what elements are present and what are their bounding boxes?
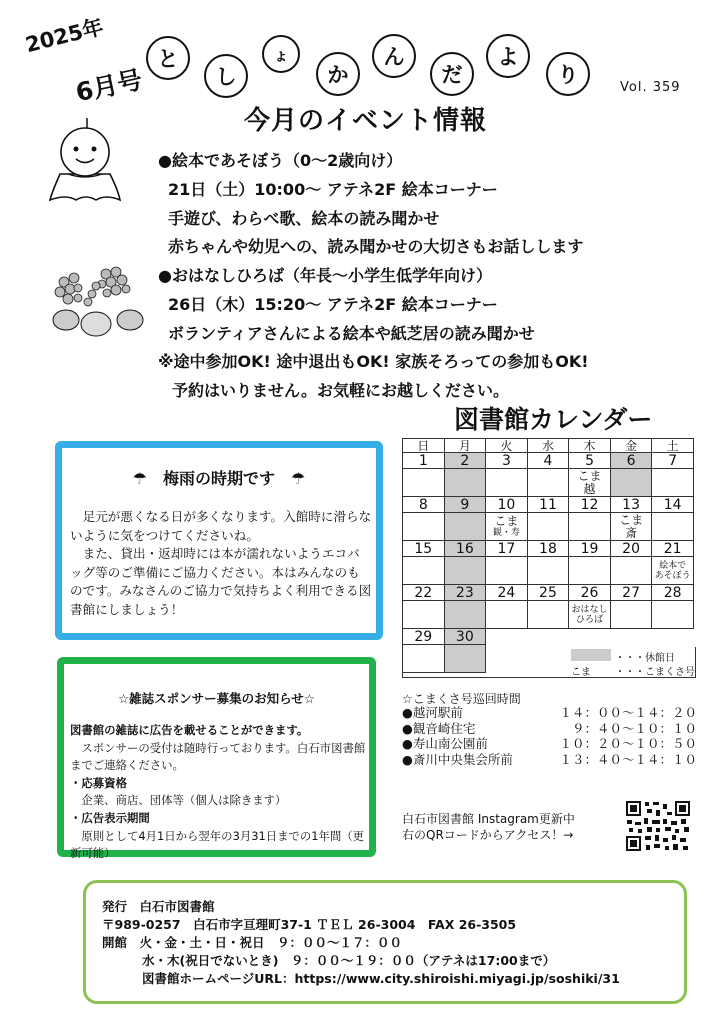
calendar-note-cell (569, 557, 611, 585)
sponsor-qualification-heading: ・応募資格 (70, 775, 127, 790)
calendar-event-note: こま (619, 512, 644, 527)
events-title: 今月のイベント情報 (244, 106, 488, 136)
title-char: よ (486, 34, 530, 78)
calendar-note-cell (403, 469, 445, 497)
route-stop-name: ●観音崎住宅 (402, 720, 476, 736)
weekday-header: 金 (610, 439, 652, 453)
title-char: と (146, 36, 190, 80)
calendar-day: 24 (486, 585, 528, 601)
event-line: ●おはなしひろば（年長～小学生低学年向け） (158, 266, 492, 285)
opening-hours-weekday: 水・木(祝日でないとき) ９：００～１９：００（アテネは17:00まで） (142, 953, 556, 968)
title-char: り (546, 52, 590, 96)
title-char: し (204, 54, 248, 98)
calendar-note-cell (486, 513, 528, 541)
event-line: 手遊び、わらべ歌、絵本の読み聞かせ (168, 209, 440, 228)
calendar-note-cell (403, 601, 445, 629)
weekday-header: 火 (486, 439, 528, 453)
instagram-line-2: 右のQRコードからアクセス！→ (402, 828, 574, 842)
sponsor-notice (57, 657, 376, 861)
calendar-note-cell (652, 469, 694, 497)
instagram-notice (402, 811, 575, 843)
sponsor-period-body: 原則として4月1日から翌年の3月31日までの1年間（更新可能） (70, 828, 365, 861)
calendar-day: 15 (403, 541, 445, 557)
calendar-note-cell (444, 469, 486, 497)
route-title: ☆こまくさ号巡回時間 (402, 692, 521, 706)
calendar-note-cell (610, 601, 652, 629)
route-stop-time: １３：４０～１４：１０ (559, 751, 697, 767)
qr-code-icon[interactable] (625, 800, 691, 852)
calendar-day: 1 (403, 453, 445, 469)
event-line: ボランティアさんによる絵本や紙芝居の読み聞かせ (168, 324, 535, 343)
opening-hours: 開館 火・金・土・日・祝日 ９：００～１７：００ (102, 935, 403, 950)
closed-day-swatch (571, 649, 611, 661)
route-stop-name: ●斎川中央集会所前 (402, 751, 513, 767)
library-calendar (402, 438, 694, 673)
rainy-notice-title: ☂ 梅雨の時期です ☂ (132, 469, 306, 488)
route-stop-time: ９：４０～１０：１０ (571, 720, 697, 736)
weekday-header: 木 (569, 439, 611, 453)
route-stop-time: １０：２０～１０：５０ (559, 736, 697, 751)
sponsor-lead: 図書館の雑誌に広告を載せることができます。 (70, 723, 309, 737)
calendar-day: 25 (527, 585, 569, 601)
calendar-note-cell (527, 601, 569, 629)
calendar-event-note: こま (577, 468, 602, 483)
weekday-header: 水 (527, 439, 569, 453)
calendar-note-cell (527, 469, 569, 497)
calendar-note-cell (610, 513, 652, 541)
calendar-day: 12 (569, 497, 611, 513)
calendar-note-cell (652, 557, 694, 585)
calendar-note-cell (610, 557, 652, 585)
title-char: ん (372, 34, 416, 78)
calendar-note-cell (486, 557, 528, 585)
calendar-note-cell (527, 513, 569, 541)
title-char: ょ (262, 35, 300, 73)
event-line: 予約はいりません。お気軽にお越しください。 (172, 381, 509, 400)
calendar-event-note: あそぼう (654, 570, 691, 581)
calendar-day: 29 (403, 629, 445, 645)
sponsor-qualification-body: 企業、商店、団体等（個人は除きます） (70, 793, 287, 808)
calendar-note-cell (444, 601, 486, 629)
sponsor-title: ☆雑誌スポンサー募集のお知らせ☆ (117, 691, 316, 706)
issue-month: 6月号 (73, 64, 146, 108)
title-char: か (316, 52, 360, 96)
legend-koma-label: ・・・こまくさ号 (615, 667, 695, 678)
calendar-day: 27 (610, 585, 652, 601)
calendar-note-cell (652, 513, 694, 541)
calendar-day: 17 (486, 541, 528, 557)
calendar-title: 図書館カレンダー (454, 405, 653, 434)
event-line: ※途中参加OK! 途中退出もOK! 家族そろっての参加もOK! (158, 352, 589, 371)
year-label: 2025年 (22, 14, 106, 58)
calendar-day: 22 (403, 585, 445, 601)
event-line: ●絵本であそぼう（0～2歳向け） (158, 151, 403, 170)
calendar-day-closed: 2 (444, 453, 486, 469)
calendar-day: 4 (527, 453, 569, 469)
calendar-day: 7 (652, 453, 694, 469)
route-stop-name: ●越河駅前 (402, 705, 463, 720)
rainy-notice-body: 足元が悪くなる日が多くなります。入館時に滑らないように気をつけてくださいね。 また、貸出・返却時には本が濡れないようエコバッグ等のご準備にご協力ください。本はみんなのものです。みなさんのご協力で気持ちよく利用できる図書館にしましょう！ (70, 509, 372, 617)
calendar-event-note: 観・寿 (492, 528, 520, 538)
weekday-header: 日 (403, 439, 445, 453)
calendar-event-note: こま (494, 514, 519, 528)
calendar-note-cell (652, 601, 694, 629)
route-stop-time: １４：００～１４：２０ (559, 705, 697, 720)
calendar-note-cell (444, 513, 486, 541)
event-line: 赤ちゃんや幼児への、読み聞かせの大切さもお話しします (168, 237, 584, 256)
calendar-note-cell (486, 469, 528, 497)
teru-teru-bozu-illustration (46, 118, 128, 204)
calendar-note-cell (569, 601, 611, 629)
address-contact: 〒989-0257 白石市字亘理町37-1 ＴＥＬ 26-3004 FAX 26-3505 (102, 917, 517, 932)
calendar-event-note: おはなし (571, 604, 608, 615)
calendar-day: 5 (569, 453, 611, 469)
sponsor-lead-body: スポンサーの受付は随時行っております。白石市図書館までご連絡ください。 (70, 740, 366, 773)
calendar-day: 18 (527, 541, 569, 557)
calendar-event-note: 斎 (625, 525, 638, 540)
weekday-header: 月 (444, 439, 486, 453)
calendar-event-note: 越 (583, 481, 596, 496)
calendar-note-cell (610, 469, 652, 497)
calendar-day: 8 (403, 497, 445, 513)
calendar-day-closed: 30 (444, 629, 486, 645)
calendar-day: 28 (652, 585, 694, 601)
weekday-header: 土 (652, 439, 694, 453)
calendar-event-note: ひろば (576, 614, 604, 625)
library-info-footer (83, 880, 687, 1004)
publisher: 発行 白石市図書館 (102, 899, 215, 914)
calendar-event-note: 絵本で (659, 560, 687, 571)
calendar-legend (402, 647, 696, 678)
legend-koma-abbrev: こま (571, 667, 591, 678)
calendar-note-cell (403, 513, 445, 541)
calendar-day: 26 (569, 585, 611, 601)
instagram-line-1: 白石市図書館 Instagram更新中 (402, 812, 575, 826)
calendar-day-closed: 9 (444, 497, 486, 513)
route-stop-name: ●寿山南公園前 (402, 736, 488, 751)
calendar-day: 14 (652, 497, 694, 513)
event-line: 21日（土）10:00～ アテネ2F 絵本コーナー (168, 180, 498, 199)
sponsor-period-heading: ・広告表示期間 (70, 810, 150, 825)
calendar-day: 3 (486, 453, 528, 469)
calendar-day-closed: 6 (610, 453, 652, 469)
calendar-day: 19 (569, 541, 611, 557)
hydrangea-illustration (44, 262, 150, 344)
event-line: 26日（木）15:20～ アテネ2F 絵本コーナー (168, 295, 498, 314)
calendar-note-cell (527, 557, 569, 585)
calendar-day: 10 (486, 497, 528, 513)
calendar-day-closed: 16 (444, 541, 486, 557)
legend-closed-label: ・・・休館日 (615, 653, 675, 664)
calendar-day: 20 (610, 541, 652, 557)
route-schedule (402, 705, 702, 767)
calendar-note-cell (486, 601, 528, 629)
title-char: だ (430, 52, 474, 96)
calendar-day-closed: 23 (444, 585, 486, 601)
calendar-day: 21 (652, 541, 694, 557)
calendar-note-cell (569, 513, 611, 541)
volume-number: Vol. 359 (620, 80, 681, 95)
calendar-day: 11 (527, 497, 569, 513)
homepage-url[interactable]: 図書館ホームページURL：https://www.city.shiroishi.miyagi.jp/soshiki/31 (142, 971, 620, 986)
calendar-note-cell (444, 557, 486, 585)
calendar-day: 13 (610, 497, 652, 513)
calendar-note-cell (403, 557, 445, 585)
calendar-note-cell (569, 469, 611, 497)
rainy-season-notice (55, 441, 383, 640)
